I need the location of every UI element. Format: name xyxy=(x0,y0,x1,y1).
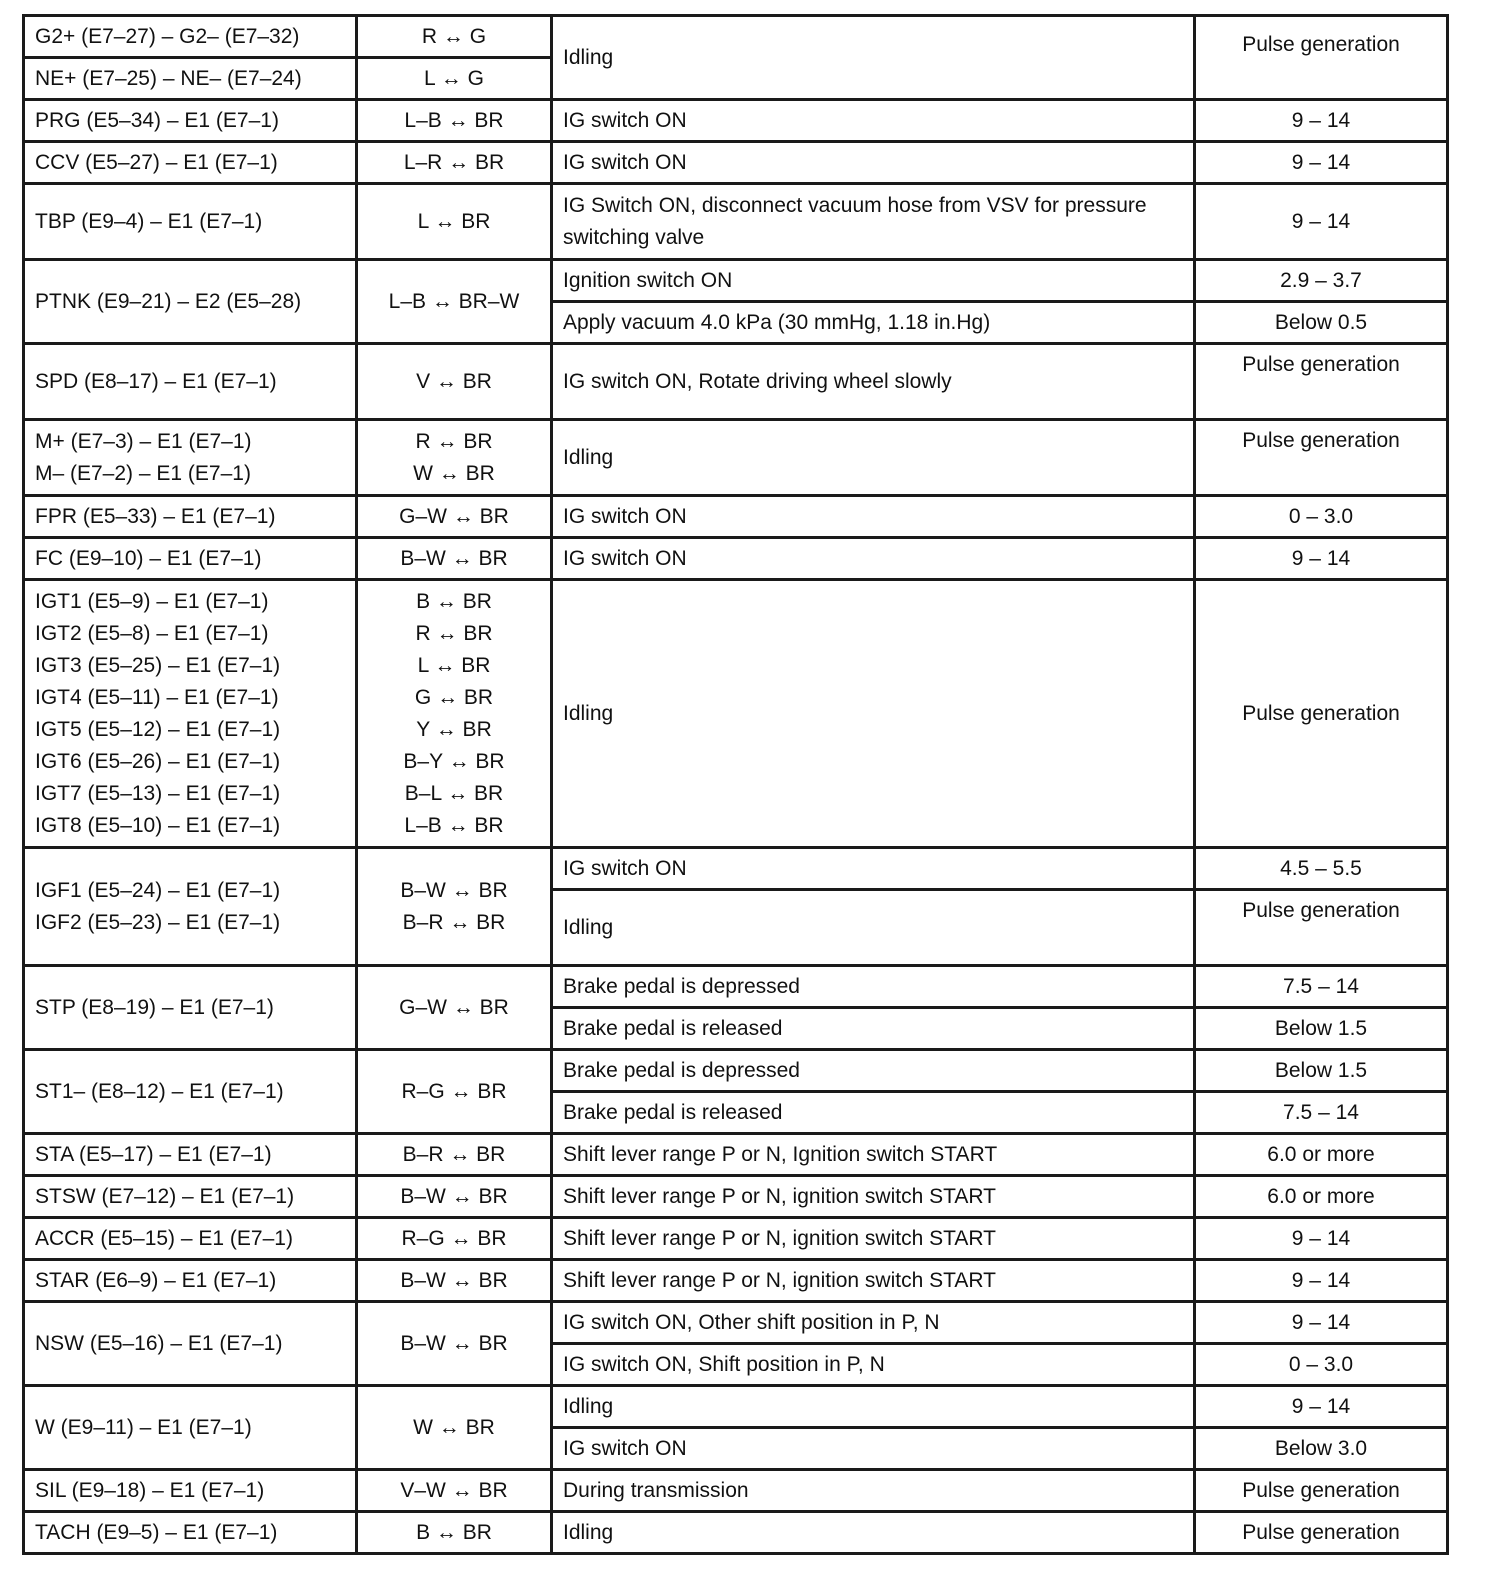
spec-cell xyxy=(1195,848,1448,890)
wiring-cell xyxy=(357,1302,552,1386)
wiring-text: L–B ↔ BR xyxy=(404,813,504,837)
condition-cell xyxy=(552,420,1195,496)
terminal-cell xyxy=(24,1218,357,1260)
wiring-cell xyxy=(357,142,552,184)
terminal-text: STAR (E6–9) – E1 (E7–1) xyxy=(35,1268,277,1292)
condition-cell xyxy=(552,16,1195,100)
spec-cell xyxy=(1195,260,1448,302)
table-row xyxy=(24,1470,1448,1512)
wiring-text: Y ↔ BR xyxy=(416,717,492,741)
terminal-cell xyxy=(24,1260,357,1302)
condition-cell xyxy=(552,966,1195,1008)
table-row xyxy=(24,538,1448,580)
spec-text: 0 – 3.0 xyxy=(1288,1352,1354,1376)
condition-cell xyxy=(552,1470,1195,1512)
spec-cell xyxy=(1195,580,1448,848)
terminal-cell xyxy=(24,142,357,184)
terminal-text: IGT6 (E5–26) – E1 (E7–1) xyxy=(35,749,281,773)
table-row xyxy=(24,16,1448,58)
terminal-cell xyxy=(24,16,357,58)
condition-text: IG switch ON xyxy=(563,546,687,570)
wiring-text: B–L ↔ BR xyxy=(404,781,504,805)
spec-text: 7.5 – 14 xyxy=(1283,1100,1359,1124)
terminal-cell xyxy=(24,538,357,580)
terminal-cell xyxy=(24,1176,357,1218)
condition-text: IG switch ON, Shift position in P, N xyxy=(563,1352,885,1376)
wiring-text: B–W ↔ BR xyxy=(400,878,508,902)
terminal-cell xyxy=(24,1302,357,1386)
terminal-text: IGF1 (E5–24) – E1 (E7–1) xyxy=(35,878,281,902)
wiring-text: L–R ↔ BR xyxy=(403,150,505,174)
spec-text: Pulse generation xyxy=(1242,429,1400,452)
condition-cell xyxy=(552,1050,1195,1092)
wiring-text: R ↔ BR xyxy=(415,429,493,453)
terminal-text: G2+ (E7–27) – G2– (E7–32) xyxy=(35,24,300,48)
condition-text: Apply vacuum 4.0 kPa (30 mmHg, 1.18 in.Hg) xyxy=(563,310,991,334)
spec-cell xyxy=(1195,1092,1448,1134)
wiring-text: B–Y ↔ BR xyxy=(403,749,505,773)
terminal-cell xyxy=(24,1050,357,1134)
spec-text: 6.0 or more xyxy=(1267,1142,1375,1166)
wiring-text: L ↔ G xyxy=(424,66,484,90)
wiring-cell xyxy=(357,1386,552,1470)
condition-text: IG switch ON xyxy=(563,1436,687,1460)
table-row xyxy=(24,344,1448,420)
table-row xyxy=(24,1302,1448,1344)
terminal-cell xyxy=(24,100,357,142)
table-row xyxy=(24,420,1448,496)
table-row xyxy=(24,1176,1448,1218)
table-row xyxy=(24,580,1448,848)
terminal-cell xyxy=(24,1512,357,1554)
wiring-text: L ↔ BR xyxy=(417,209,491,233)
wiring-cell xyxy=(357,538,552,580)
terminal-cell xyxy=(24,1386,357,1470)
wiring-cell xyxy=(357,100,552,142)
wiring-text: R ↔ BR xyxy=(415,621,493,645)
wiring-text: V–W ↔ BR xyxy=(400,1478,508,1502)
spec-cell xyxy=(1195,1260,1448,1302)
condition-text: IG switch ON xyxy=(563,108,687,132)
spec-cell xyxy=(1195,1470,1448,1512)
terminal-cell xyxy=(24,848,357,966)
condition-text: Idling xyxy=(563,1394,614,1418)
wiring-text: W ↔ BR xyxy=(413,461,495,485)
spec-text: 9 – 14 xyxy=(1291,546,1351,570)
terminal-cell xyxy=(24,966,357,1050)
condition-text: During transmission xyxy=(563,1478,749,1502)
spec-cell xyxy=(1195,1008,1448,1050)
wiring-cell xyxy=(357,966,552,1050)
spec-text: 9 – 14 xyxy=(1291,150,1351,174)
wiring-text: L–B ↔ BR–W xyxy=(388,289,520,313)
terminal-spec-table xyxy=(22,14,1449,1555)
condition-cell xyxy=(552,538,1195,580)
table-row xyxy=(24,1512,1448,1554)
terminal-text: SIL (E9–18) – E1 (E7–1) xyxy=(35,1478,265,1502)
spec-cell xyxy=(1195,184,1448,260)
condition-cell xyxy=(552,580,1195,848)
condition-cell xyxy=(552,1428,1195,1470)
terminal-text: ACCR (E5–15) – E1 (E7–1) xyxy=(35,1226,293,1250)
wiring-text: B–R ↔ BR xyxy=(402,910,506,934)
terminal-text: TACH (E9–5) – E1 (E7–1) xyxy=(35,1520,278,1544)
condition-text: Shift lever range P or N, ignition switch START xyxy=(563,1226,997,1250)
spec-text: Pulse generation xyxy=(1242,1520,1400,1544)
spec-text: 9 – 14 xyxy=(1291,209,1351,233)
spec-text: 9 – 14 xyxy=(1291,1394,1351,1418)
condition-cell xyxy=(552,1386,1195,1428)
terminal-cell xyxy=(24,420,357,496)
condition-cell xyxy=(552,1344,1195,1386)
wiring-text: W ↔ BR xyxy=(413,1415,495,1439)
table-row xyxy=(24,496,1448,538)
wiring-cell xyxy=(357,1218,552,1260)
terminal-cell xyxy=(24,260,357,344)
spec-text: 7.5 – 14 xyxy=(1283,974,1359,998)
wiring-cell xyxy=(357,848,552,966)
condition-text: Brake pedal is released xyxy=(563,1100,783,1124)
condition-cell xyxy=(552,1176,1195,1218)
wiring-text: B–R ↔ BR xyxy=(402,1142,506,1166)
wiring-text: R–G ↔ BR xyxy=(401,1226,507,1250)
spec-text: 9 – 14 xyxy=(1291,1268,1351,1292)
wiring-cell xyxy=(357,16,552,58)
spec-cell xyxy=(1195,420,1448,496)
terminal-text: IGT1 (E5–9) – E1 (E7–1) xyxy=(35,589,269,613)
condition-text: Ignition switch ON xyxy=(563,268,733,292)
spec-cell xyxy=(1195,344,1448,420)
condition-text: Brake pedal is depressed xyxy=(563,974,800,998)
spec-text: 9 – 14 xyxy=(1291,108,1351,132)
wiring-text: V ↔ BR xyxy=(416,369,492,393)
condition-cell xyxy=(552,1008,1195,1050)
terminal-cell xyxy=(24,1134,357,1176)
spec-text: 9 – 14 xyxy=(1291,1310,1351,1334)
condition-cell xyxy=(552,100,1195,142)
wiring-text: R–G ↔ BR xyxy=(401,1079,507,1103)
condition-cell xyxy=(552,344,1195,420)
terminal-text: NE+ (E7–25) – NE– (E7–24) xyxy=(35,66,302,90)
wiring-cell xyxy=(357,1050,552,1134)
condition-text: IG Switch ON, disconnect vacuum hose from VSV for pressure switching valve xyxy=(563,193,1147,249)
spec-text: Pulse generation xyxy=(1242,899,1400,922)
terminal-cell xyxy=(24,58,357,100)
terminal-text: TBP (E9–4) – E1 (E7–1) xyxy=(35,209,263,233)
wiring-text: R ↔ G xyxy=(421,24,487,48)
condition-cell xyxy=(552,1260,1195,1302)
terminal-cell xyxy=(24,580,357,848)
terminal-text: STSW (E7–12) – E1 (E7–1) xyxy=(35,1184,295,1208)
wiring-cell xyxy=(357,184,552,260)
wiring-cell xyxy=(357,344,552,420)
spec-cell xyxy=(1195,1134,1448,1176)
condition-text: IG switch ON, Rotate driving wheel slowly xyxy=(563,369,952,393)
terminal-text: M+ (E7–3) – E1 (E7–1) xyxy=(35,429,252,453)
spec-cell xyxy=(1195,966,1448,1008)
spec-text: Below 1.5 xyxy=(1274,1058,1368,1082)
spec-text: Pulse generation xyxy=(1242,1478,1400,1502)
wiring-cell xyxy=(357,1134,552,1176)
wiring-text: B ↔ BR xyxy=(416,589,492,613)
wiring-text: B–W ↔ BR xyxy=(400,1184,508,1208)
wiring-text: B–W ↔ BR xyxy=(400,1331,508,1355)
spec-text: Below 3.0 xyxy=(1274,1436,1368,1460)
wiring-text: L–B ↔ BR xyxy=(404,108,504,132)
condition-text: IG switch ON xyxy=(563,504,687,528)
wiring-cell xyxy=(357,420,552,496)
condition-text: Idling xyxy=(563,915,614,939)
spec-cell xyxy=(1195,1512,1448,1554)
terminal-text: IGT4 (E5–11) – E1 (E7–1) xyxy=(35,685,279,709)
condition-text: IG switch ON xyxy=(563,856,687,880)
wiring-text: B–W ↔ BR xyxy=(400,1268,508,1292)
condition-cell xyxy=(552,142,1195,184)
terminal-text: PRG (E5–34) – E1 (E7–1) xyxy=(35,108,279,132)
terminal-text: PTNK (E9–21) – E2 (E5–28) xyxy=(35,289,302,313)
condition-cell xyxy=(552,848,1195,890)
wiring-cell xyxy=(357,58,552,100)
terminal-text: M– (E7–2) – E1 (E7–1) xyxy=(35,461,251,485)
spec-cell xyxy=(1195,1218,1448,1260)
condition-text: Brake pedal is depressed xyxy=(563,1058,800,1082)
terminal-text: STP (E8–19) – E1 (E7–1) xyxy=(35,995,274,1019)
condition-cell xyxy=(552,496,1195,538)
terminal-cell xyxy=(24,1470,357,1512)
terminal-cell xyxy=(24,344,357,420)
terminal-text: STA (E5–17) – E1 (E7–1) xyxy=(35,1142,272,1166)
condition-text: Brake pedal is released xyxy=(563,1016,783,1040)
spec-text: Below 1.5 xyxy=(1274,1016,1368,1040)
table-row xyxy=(24,100,1448,142)
spec-text: Pulse generation xyxy=(1242,33,1400,56)
table-row xyxy=(24,966,1448,1008)
terminal-text: SPD (E8–17) – E1 (E7–1) xyxy=(35,369,277,393)
condition-text: Idling xyxy=(563,445,614,469)
spec-text: Pulse generation xyxy=(1242,353,1400,376)
condition-text: IG switch ON, Other shift position in P, N xyxy=(563,1310,940,1334)
terminal-text: IGT5 (E5–12) – E1 (E7–1) xyxy=(35,717,281,741)
spec-cell xyxy=(1195,16,1448,100)
wiring-cell xyxy=(357,1470,552,1512)
table-row xyxy=(24,848,1448,890)
spec-text: 2.9 – 3.7 xyxy=(1280,268,1362,292)
wiring-text: G–W ↔ BR xyxy=(399,995,509,1019)
spec-text: Pulse generation xyxy=(1242,701,1400,725)
condition-text: Idling xyxy=(563,701,614,725)
table-row xyxy=(24,1218,1448,1260)
spec-cell xyxy=(1195,1386,1448,1428)
spec-cell xyxy=(1195,142,1448,184)
wiring-cell xyxy=(357,1260,552,1302)
condition-text: Shift lever range P or N, Ignition switch START xyxy=(563,1142,998,1166)
spec-cell xyxy=(1195,100,1448,142)
wiring-text: L ↔ BR xyxy=(417,653,491,677)
condition-cell xyxy=(552,184,1195,260)
spec-cell xyxy=(1195,1302,1448,1344)
condition-cell xyxy=(552,1218,1195,1260)
wiring-cell xyxy=(357,496,552,538)
spec-cell xyxy=(1195,538,1448,580)
condition-cell xyxy=(552,1134,1195,1176)
wiring-text: G–W ↔ BR xyxy=(399,504,509,528)
spec-cell xyxy=(1195,890,1448,966)
condition-cell xyxy=(552,302,1195,344)
condition-text: Shift lever range P or N, ignition switch START xyxy=(563,1184,997,1208)
wiring-cell xyxy=(357,1176,552,1218)
wiring-cell xyxy=(357,580,552,848)
terminal-text: W (E9–11) – E1 (E7–1) xyxy=(35,1415,252,1439)
spec-cell xyxy=(1195,496,1448,538)
terminal-text: IGF2 (E5–23) – E1 (E7–1) xyxy=(35,910,281,934)
terminal-text: IGT8 (E5–10) – E1 (E7–1) xyxy=(35,813,281,837)
condition-cell xyxy=(552,1302,1195,1344)
terminal-text: IGT3 (E5–25) – E1 (E7–1) xyxy=(35,653,281,677)
terminal-text: IGT2 (E5–8) – E1 (E7–1) xyxy=(35,621,269,645)
condition-cell xyxy=(552,1512,1195,1554)
condition-text: Idling xyxy=(563,1520,614,1544)
spec-cell xyxy=(1195,302,1448,344)
condition-text: Idling xyxy=(563,45,614,69)
terminal-text: CCV (E5–27) – E1 (E7–1) xyxy=(35,150,278,174)
condition-text: IG switch ON xyxy=(563,150,687,174)
terminal-text: FC (E9–10) – E1 (E7–1) xyxy=(35,546,262,570)
wiring-cell xyxy=(357,260,552,344)
condition-cell xyxy=(552,260,1195,302)
condition-cell xyxy=(552,890,1195,966)
terminal-text: ST1– (E8–12) – E1 (E7–1) xyxy=(35,1079,284,1103)
spec-text: 4.5 – 5.5 xyxy=(1280,856,1362,880)
table-row xyxy=(24,142,1448,184)
condition-cell xyxy=(552,1092,1195,1134)
terminal-cell xyxy=(24,496,357,538)
wiring-text: B–W ↔ BR xyxy=(400,546,508,570)
terminal-text: NSW (E5–16) – E1 (E7–1) xyxy=(35,1331,283,1355)
spec-text: 6.0 or more xyxy=(1267,1184,1375,1208)
table-row xyxy=(24,1260,1448,1302)
spec-text: 9 – 14 xyxy=(1291,1226,1351,1250)
table-row xyxy=(24,1134,1448,1176)
terminal-text: IGT7 (E5–13) – E1 (E7–1) xyxy=(35,781,281,805)
table-row xyxy=(24,1050,1448,1092)
table-row xyxy=(24,184,1448,260)
condition-text: Shift lever range P or N, ignition switch START xyxy=(563,1268,997,1292)
wiring-text: G ↔ BR xyxy=(414,685,494,709)
table-row xyxy=(24,1386,1448,1428)
spec-cell xyxy=(1195,1344,1448,1386)
wiring-text: B ↔ BR xyxy=(416,1520,492,1544)
spec-cell xyxy=(1195,1176,1448,1218)
terminal-text: FPR (E5–33) – E1 (E7–1) xyxy=(35,504,276,528)
spec-text: 0 – 3.0 xyxy=(1288,504,1354,528)
wiring-cell xyxy=(357,1512,552,1554)
spec-text: Below 0.5 xyxy=(1274,310,1368,334)
terminal-cell xyxy=(24,184,357,260)
spec-cell xyxy=(1195,1428,1448,1470)
spec-cell xyxy=(1195,1050,1448,1092)
table-row xyxy=(24,260,1448,302)
